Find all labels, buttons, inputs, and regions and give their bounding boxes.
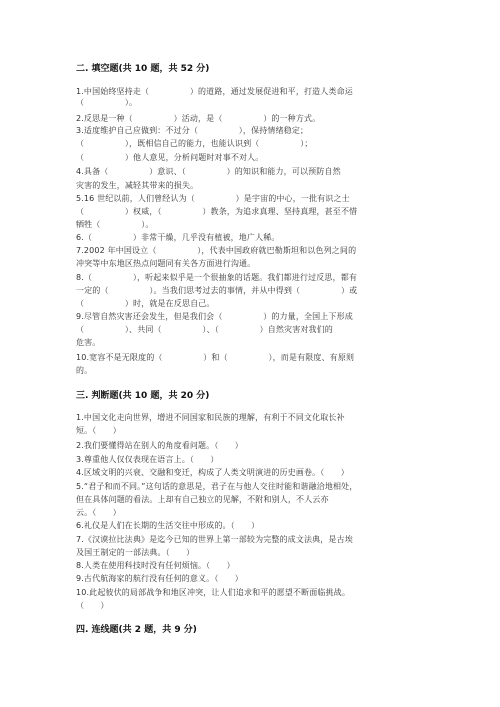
- question-line: 7.《汉谟拉比法典》是迄今已知的世界上第一部较为完整的成文法典，是古埃: [76, 535, 353, 544]
- section-title-matching: 四. 连线题(共 2 题，共 9 分): [76, 625, 197, 635]
- question-line: 灾害的发生，减轻其带来的损失。: [76, 181, 199, 190]
- question-line: 的。: [76, 366, 93, 375]
- question-line: （ ）。: [76, 98, 138, 107]
- question-line: （ ）: [76, 601, 109, 610]
- question-line: 7.2002 年中国设立（ ），代表中国政府就巴勒斯坦和以色列之间的: [76, 246, 357, 255]
- question-line: 但在具体问题的看法。上却有自己独立的见解，不附和别人，不人云亦: [76, 495, 329, 504]
- question-line: 2.我们要懂得站在别人的角度看问题。（ ）: [76, 441, 243, 450]
- question-line: 9.尽管自然灾害还会发生，但是我们会（ ）的力量，全国上下形成: [76, 312, 353, 321]
- question-line: 10.此起彼伏的局部战争和地区冲突，让人们追求和平的愿望不断面临挑战。: [76, 588, 350, 597]
- question-line: 10.宽容不是无限度的（ ）和（ ），而是有限度、有原则: [76, 353, 355, 362]
- section-title-judgement: 三. 判断题(共 10 题，共 20 分): [76, 391, 210, 401]
- question-line: （ ）、共同（ ）、（ ）自然灾害对我们的: [76, 325, 333, 334]
- question-line: 5.“君子和而不同。”这句话的意思是，君子在与他人交往时能和谐融洽地相处，: [76, 482, 358, 491]
- question-line: 4.具备（ ）意识、（ ）的知识和能力，可以预防自然: [76, 167, 341, 176]
- question-line: 短。（ ）: [76, 426, 121, 435]
- question-line: （ ），既相信自己的能力，也能认识到（ ）；: [76, 139, 313, 148]
- question-line: （ ）他人意见，分析问题时对事不对人。: [76, 153, 264, 162]
- question-line: 冲突等中东地区热点问题同有关各方面进行沟通。: [76, 259, 256, 268]
- question-line: 6.礼仪是人们在长期的生活交往中形成的。（ ）: [76, 521, 260, 530]
- question-line: 一定的（ ）。当我们思考过去的事情，并从中得到（ ）或: [76, 286, 358, 295]
- question-line: 3.适度维护自己应做到：不过分（ ），保持情绪稳定；: [76, 126, 309, 135]
- question-line: 8.人类在使用科技时没有任何烦恼。（ ）: [76, 561, 235, 570]
- question-line: 2.反思是一种（ ）活动，是（ ）的一种方式。: [76, 114, 321, 123]
- question-line: 9.古代航海家的航行没有任何的意义。（ ）: [76, 574, 243, 583]
- question-line: （ ）时，就是在反思自己。: [76, 299, 215, 308]
- question-line: 1.中国始终坚持走（ ）的道路，通过发展促进和平，打造人类命运: [76, 87, 353, 96]
- question-line: 6.（ ）非常干燥，几乎没有植被，地广人稀。: [76, 233, 280, 242]
- question-line: 及国王制定的一部法典。（ ）: [76, 548, 195, 557]
- question-line: 5.16 世纪以前，人们曾经认为（ ）是宇宙的中心，一批有识之士: [76, 194, 350, 203]
- question-line: （ ）权威，（ ）教条，为追求真理、坚持真理，甚至不惜: [76, 207, 358, 216]
- question-line: 8.（ ），听起来似乎是一个很抽象的话题。我们都进行过反思，都有: [76, 273, 358, 282]
- section-title-fill-blank: 二. 填空题(共 10 题，共 52 分): [76, 64, 210, 74]
- question-line: 牺牲（ ）。: [76, 220, 154, 229]
- question-line: 3.尊重他人仅仅表现在语言上。（ ）: [76, 455, 219, 464]
- question-line: 危害。: [76, 338, 101, 347]
- question-line: 云。（ ）: [76, 508, 121, 517]
- question-line: 4.区域文明的兴衰、交融和变迁，构成了人类文明演进的历史画卷。（ ）: [76, 468, 349, 477]
- question-line: 1.中国文化走向世界，增进不同国家和民族的理解，有利于不同文化取长补: [76, 413, 345, 422]
